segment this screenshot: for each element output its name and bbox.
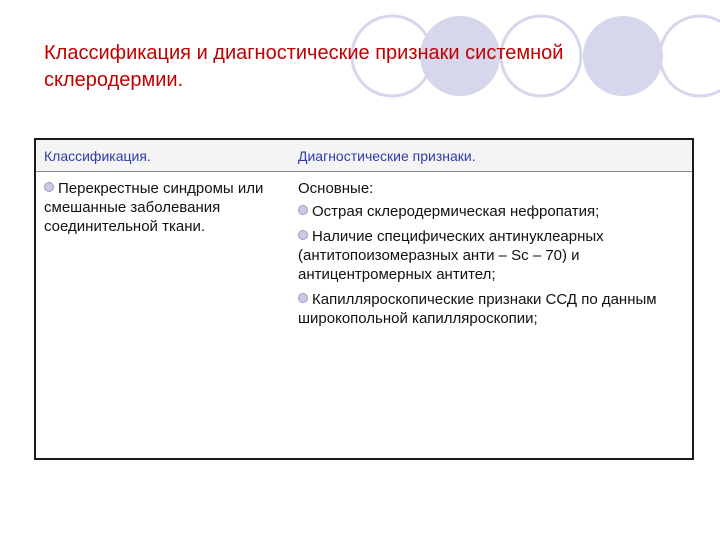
header-classification: Классификация. <box>44 148 151 164</box>
list-item <box>298 202 686 221</box>
title-line-1: Классификация и диагностические признаки системной <box>44 42 564 64</box>
bullet-icon <box>298 230 308 240</box>
list-item-text: Перекрестные синдромы или смешанные заболевания соединительной ткани. <box>44 180 264 235</box>
classification-table <box>34 138 694 460</box>
section-label: Основные: <box>298 180 374 197</box>
title-line-2: склеродермии. <box>44 69 184 91</box>
header-diagnostic-signs: Диагностические признаки. <box>298 148 476 164</box>
bullet-icon <box>298 205 308 215</box>
list-item <box>44 179 284 236</box>
list-item <box>298 290 686 328</box>
list-item-text: Острая склеродермическая нефропатия; <box>312 203 600 220</box>
slide-title <box>44 40 664 94</box>
bullet-icon <box>298 293 308 303</box>
list-item-text: Наличие специфических антинуклеарных (антитопоизомеразных анти – Sc – 70) и антицентромерных антител; <box>298 228 604 283</box>
classification-cell <box>36 172 290 334</box>
table-header-row <box>36 140 692 172</box>
diagnostic-signs-cell <box>290 172 692 334</box>
list-item <box>298 227 686 284</box>
table-body-row <box>36 172 692 334</box>
deco-circle-outline <box>660 16 720 96</box>
list-item-text: Капилляроскопические признаки ССД по данным широкопольной капилляроскопии; <box>298 291 657 327</box>
bullet-icon <box>44 182 54 192</box>
